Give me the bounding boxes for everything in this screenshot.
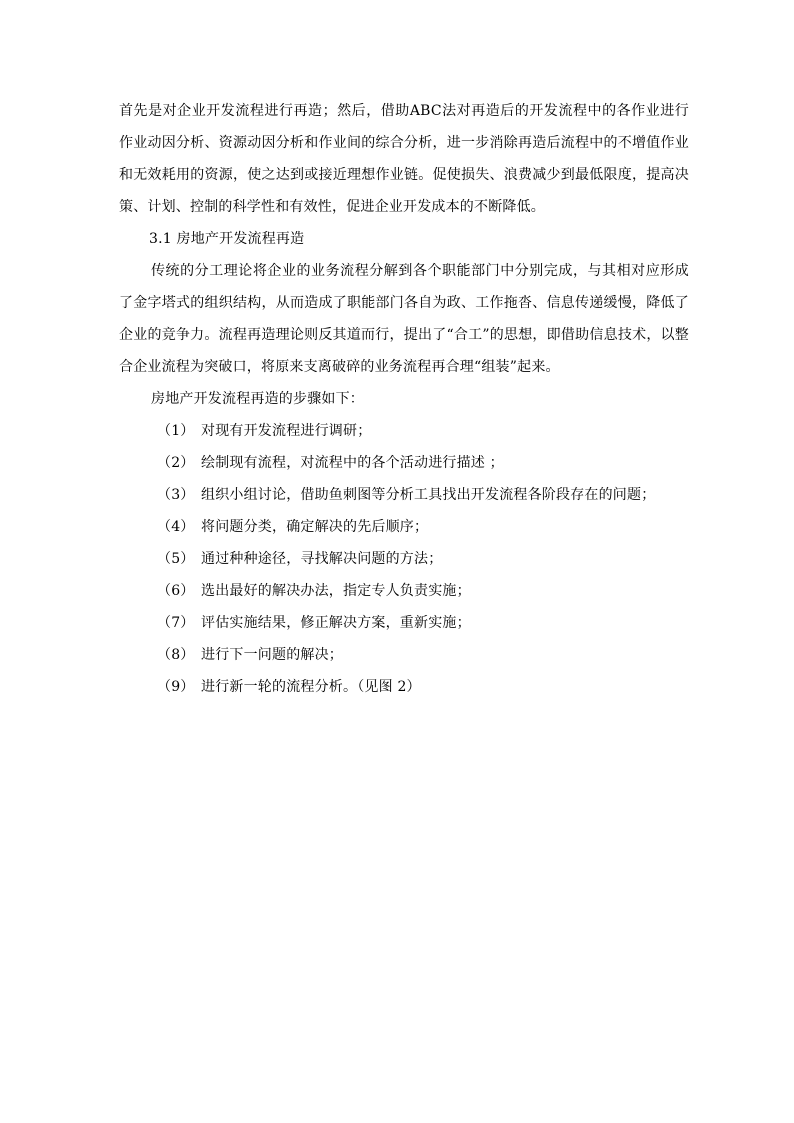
step-item [119, 543, 689, 575]
intro-paragraph: 首先是对企业开发流程进行再造；然后，借助ABC法对再造后的开发流程中的各作业进行作业动因分析、资源动因分析和作业间的综合分析，进一步消除再造后流程中的不增值作业和无效耗用的资源，使之达到或接近理想作业链。促使损失、浪费减少到最低限度，提高决策、计划、控制的科学性和有效性，促进企业开发成本的不断降低。 [119, 103, 689, 215]
step-number: （2） [157, 455, 195, 471]
section-heading: 3.1 房地产开发流程再造 [149, 231, 305, 247]
step-text: 进行新一轮的流程分析。（见图 2） [201, 679, 421, 695]
step-text: 进行下一问题的解决； [201, 647, 343, 663]
step-number: （8） [157, 647, 195, 663]
step-item [119, 575, 689, 607]
step-text: 对现有开发流程进行调研； [201, 423, 372, 439]
step-item [119, 639, 689, 671]
body-paragraph: 传统的分工理论将企业的业务流程分解到各个职能部门中分别完成，与其相对应形成了金字塔式的组织结构，从而造成了职能部门各自为政、工作拖沓、信息传递缓慢，降低了企业的竞争力。流程再造理论则反其道而行，提出了“合工”的思想，即借助信息技术，以整合企业流程为突破口，将原来支离破碎的业务流程再合理“组装”起来。 [119, 263, 689, 375]
step-item [119, 415, 689, 447]
document-body [119, 95, 689, 703]
step-text: 评估实施结果，修正解决方案，重新实施； [201, 615, 471, 631]
step-text: 将问题分类，确定解决的先后顺序； [201, 519, 429, 535]
step-item [119, 511, 689, 543]
step-item [119, 447, 689, 479]
step-text: 选出最好的解决办法，指定专人负责实施； [201, 583, 471, 599]
step-number: （3） [157, 487, 195, 503]
step-number: （5） [157, 551, 195, 567]
step-number: （9） [157, 679, 195, 695]
step-number: （6） [157, 583, 195, 599]
step-text: 组织小组讨论，借助鱼刺图等分析工具找出开发流程各阶段存在的问题； [201, 487, 656, 503]
steps-intro: 房地产开发流程再造的步骤如下： [151, 391, 364, 407]
step-number: （4） [157, 519, 195, 535]
step-text: 绘制现有流程，对流程中的各个活动进行描述 ； [201, 455, 504, 471]
step-item [119, 671, 689, 703]
step-item [119, 479, 689, 511]
step-text: 通过种种途径，寻找解决问题的方法； [201, 551, 443, 567]
step-number: （1） [157, 423, 195, 439]
step-item [119, 607, 689, 639]
step-number: （7） [157, 615, 195, 631]
